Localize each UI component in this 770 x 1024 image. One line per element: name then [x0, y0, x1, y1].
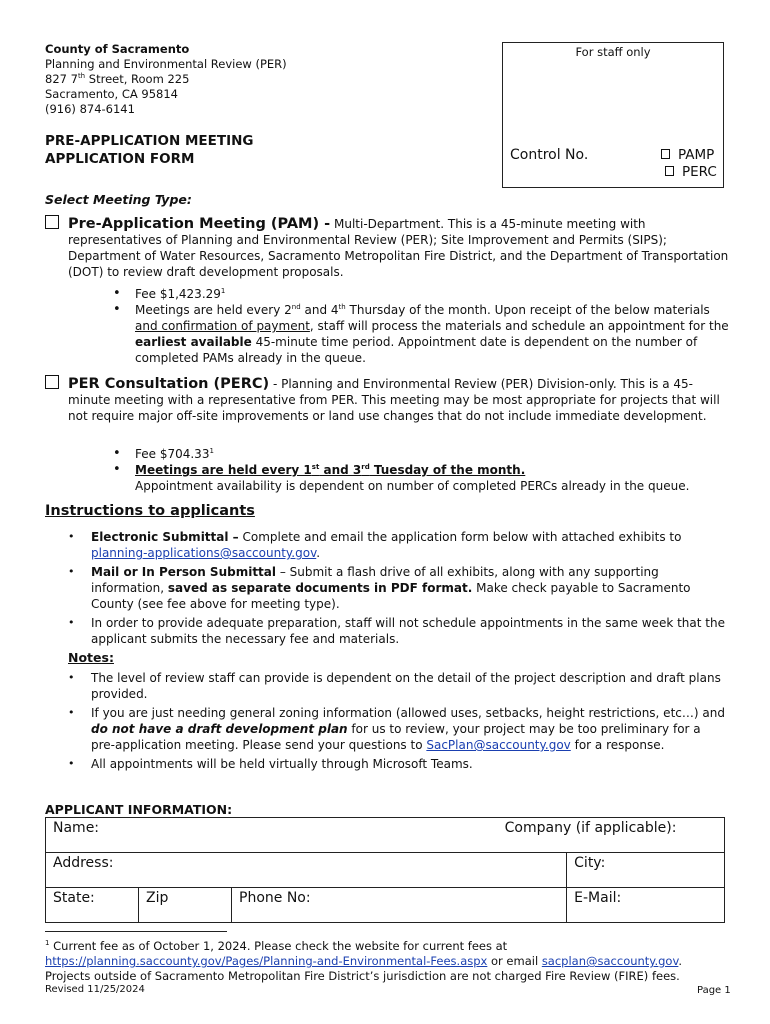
pam-fee: • Fee $1,423.29$^1$ [113, 286, 733, 302]
pam-checkbox[interactable] [45, 215, 59, 229]
city-field[interactable]: City: [567, 853, 725, 888]
state-field[interactable]: State: [46, 888, 139, 923]
pamp-option[interactable]: PAMP [661, 147, 714, 163]
zip-field[interactable]: Zip [139, 888, 232, 923]
footnote-divider [45, 931, 227, 932]
perc-option-section: PER Consultation (PERC) - Planning and Environmental Review (PER) Division-only. This is a 45- minute meeting with a representative from PER. This meeting may be most appropriate for projects that will not require major off-site improvements or land use changes that do not include immediate development. [45, 375, 735, 424]
phone-number: (916) 874-6141 [45, 102, 135, 116]
notes-heading: Notes: [68, 650, 114, 665]
perc-fee: • Fee $704.33$^1$ [113, 446, 733, 462]
instructions-heading: Instructions to applicants [45, 503, 255, 519]
street-address: 827 7th Street, Room 225 [45, 72, 190, 86]
footnote: $^1$ Current fee as of October 1, 2024. Please check the website for current fees at https://planning.saccounty.gov/Pages/Planning-and-Environmental-Fees.aspx or email sacplan@saccounty.gov. Projects outside of Sacramento Metropolitan Fire District’s jurisdiction are not charged Fire Review (FIRE) fees. [45, 939, 683, 983]
instructions-list [68, 529, 728, 650]
dept-name: Planning and Environmental Review (PER) [45, 57, 287, 71]
perc-checkbox[interactable] [45, 375, 59, 389]
phone-field[interactable]: Phone No: [232, 888, 567, 923]
county-header [45, 42, 287, 117]
pam-meeting-schedule: • Meetings are held every 2nd and 4th Thursday of the month. Upon receipt of the below materials and confirmation of payment, staff will process the materials and schedule an appointment for the earliest available 45-minute time period. Appointment date is dependent on the number of completed PAMs already in the queue. [113, 302, 733, 366]
mail-submittal-item: • Mail or In Person Submittal – Submit a flash drive of all exhibits, along with any supporting information, saved as separate documents in PDF format. Make check payable to Sacramento County (see fee above for meeting type). [68, 564, 728, 612]
perc-checkbox-icon[interactable] [665, 166, 674, 176]
perc-meeting-schedule: • Meetings are held every 1st and 3rd Tuesday of the month. Appointment availability is dependent on number of completed PERCs already in the queue. [113, 462, 733, 494]
note-zoning-info: • If you are just needing general zoning information (allowed uses, setbacks, height restrictions, etc…) and do not have a draft development plan for us to review, your project may be too preliminary for a pre-application meeting. Please send your questions to SacPlan@saccounty.gov for a response. [68, 705, 728, 753]
org-name: County of Sacramento [45, 42, 190, 56]
control-number-label: Control No. [510, 147, 589, 163]
perc-details-list [113, 446, 733, 494]
pam-option: Pre-Application Meeting (PAM) - Multi-Department. This is a 45-minute meeting with representatives of Planning and Environmental Review (PER); Site Improvement and Permits (SIPS); Department of Water Resources, Sacramento Metropolitan Fire District, and the Department of Transportation (DOT) to review draft development proposals. [45, 215, 735, 280]
applicant-info-heading: APPLICANT INFORMATION: [45, 802, 233, 817]
note-review-level: • The level of review staff can provide is dependent on the detail of the project description and draft plans provided. [68, 670, 728, 702]
pamp-checkbox-icon[interactable] [661, 149, 670, 159]
pam-heading: Pre-Application Meeting (PAM) - [68, 216, 331, 232]
electronic-submittal-item: • Electronic Submittal – Complete and email the application form below with attached exhibits to planning-applications@saccounty.gov. [68, 529, 728, 561]
select-meeting-type-label: Select Meeting Type: [45, 192, 192, 207]
perc-description: minute meeting with a representative from PER. This meeting may be most appropriate for projects that will not require major off-site improvements or land use changes that do not include immediate development. [68, 393, 720, 423]
notes-list [68, 670, 728, 775]
sacplan-footnote-email-link[interactable]: sacplan@saccounty.gov [541, 954, 679, 968]
company-field[interactable]: Company (if applicable): [567, 818, 725, 853]
perc-option[interactable]: PERC [665, 164, 717, 180]
city-state-zip: Sacramento, CA 95814 [45, 87, 179, 101]
sacplan-email-link[interactable]: SacPlan@saccounty.gov [426, 738, 571, 752]
perc-heading: PER Consultation (PERC) [68, 376, 270, 392]
staff-only-label: For staff only [575, 45, 651, 59]
applicant-info-table [45, 817, 725, 923]
address-field[interactable]: Address: [46, 853, 567, 888]
page-number: Page 1 [697, 985, 731, 996]
fees-website-link[interactable]: https://planning.saccounty.gov/Pages/Planning-and-Environmental-Fees.aspx [45, 954, 488, 968]
preparation-item: • In order to provide adequate preparation, staff will not schedule appointments in the same week that the applicant submits the necessary fee and materials. [68, 615, 728, 647]
email-field[interactable]: E-Mail: [567, 888, 725, 923]
pam-details-list [113, 286, 733, 366]
staff-only-box [502, 42, 724, 188]
planning-applications-email-link[interactable]: planning-applications@saccounty.gov [91, 546, 317, 560]
name-field[interactable]: Name: [46, 818, 567, 853]
pam-description: representatives of Planning and Environmental Review (PER); Site Improvement and Permits (SIPS); Department of Water Resources, Sacramento Metropolitan Fire District, and the Department of Transportation (DOT) to review draft development proposals. [68, 233, 729, 279]
note-virtual-meetings: • All appointments will be held virtually through Microsoft Teams. [68, 756, 728, 772]
form-title: PRE-APPLICATION MEETING APPLICATION FORM [45, 133, 254, 167]
revision-date: Revised 11/25/2024 [45, 984, 145, 995]
